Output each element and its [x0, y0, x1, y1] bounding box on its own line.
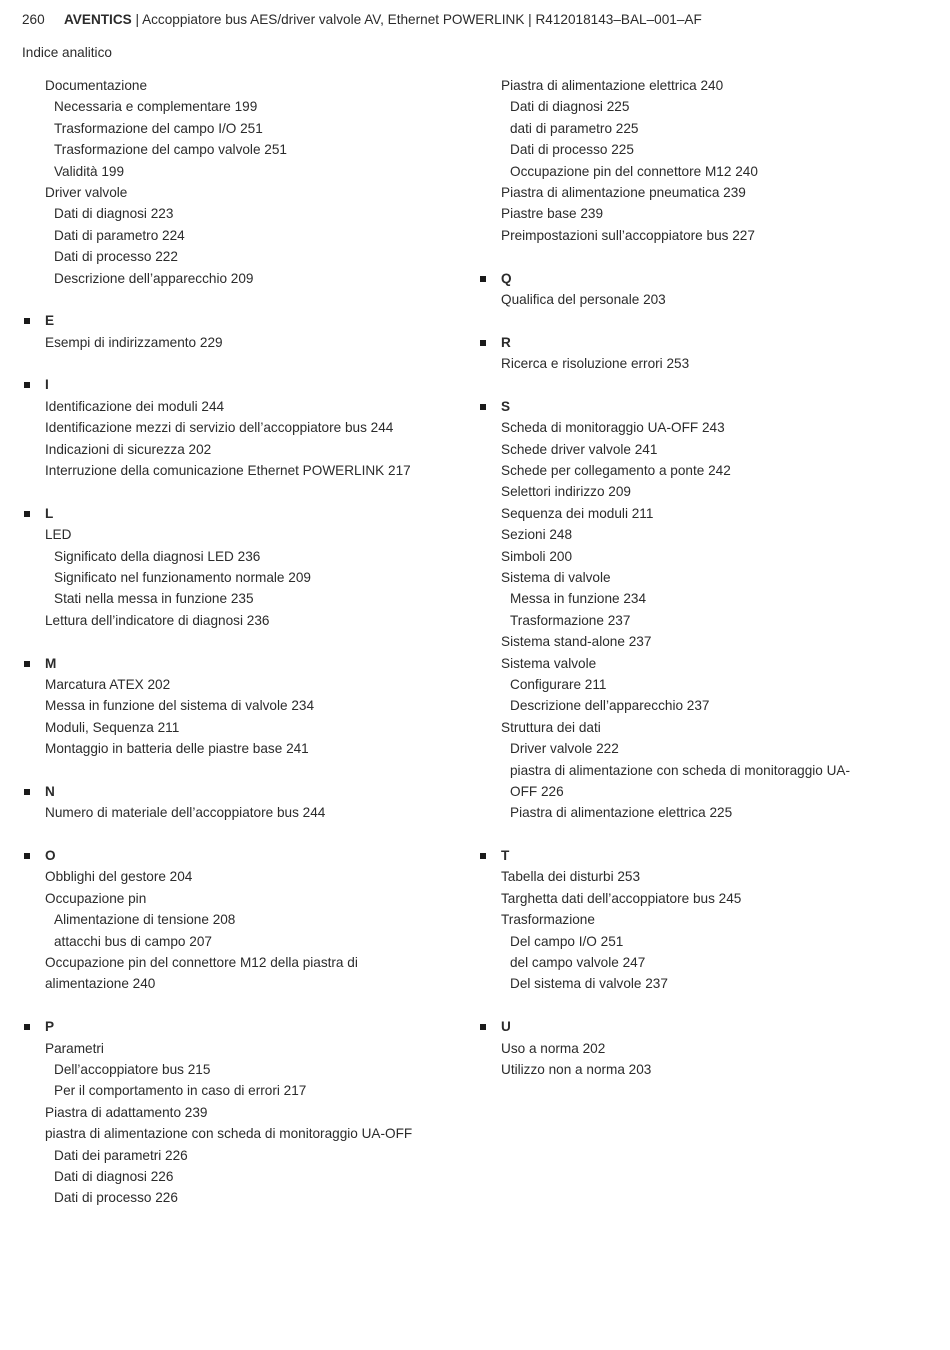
index-letter-heading — [22, 310, 462, 331]
index-entry: Tabella dei disturbi 253 — [501, 869, 641, 885]
index-subentry: del campo valvole 247 — [510, 955, 646, 971]
index-subentry: piastra di alimentazione con scheda di monitoraggio UA- — [510, 762, 851, 778]
index-subentry: Piastra di alimentazione elettrica 225 — [510, 805, 733, 821]
index-letter-heading — [478, 396, 918, 417]
index-subentry: Trasformazione 237 — [510, 612, 631, 628]
index-entry: Piastre base 239 — [501, 206, 604, 222]
index-entry: Occupazione pin del connettore M12 della piastra di — [45, 955, 358, 971]
index-entry: Piastra di alimentazione elettrica 240 — [501, 78, 724, 93]
index-letter-heading — [22, 1016, 462, 1037]
index-column-right — [478, 75, 918, 1080]
square-bullet-icon — [24, 511, 30, 517]
index-spacer — [478, 374, 918, 395]
index-letter: M — [45, 655, 57, 671]
index-entry: Obblighi del gestore 204 — [45, 869, 193, 885]
index-entry: Occupazione pin — [45, 890, 147, 906]
index-letter-heading — [478, 332, 918, 353]
index-letter: O — [45, 848, 56, 864]
index-spacer — [22, 289, 462, 310]
index-entry: Interruzione della comunicazione Ethernet POWERLINK 217 — [45, 463, 411, 479]
index-entry: Sequenza dei moduli 211 — [501, 505, 654, 521]
index-letter-heading — [478, 1016, 918, 1037]
square-bullet-icon — [480, 853, 486, 859]
index-spacer — [478, 246, 918, 267]
index-entry: Piastra di alimentazione pneumatica 239 — [501, 184, 746, 200]
index-subentry: dati di parametro 225 — [510, 120, 639, 136]
index-subentry: Dati di diagnosi 225 — [510, 99, 630, 115]
index-entry: Driver valvole — [45, 184, 128, 200]
index-spacer — [22, 353, 462, 374]
index-entry: Moduli, Sequenza 211 — [45, 719, 180, 735]
index-letter: R — [501, 334, 511, 350]
index-subentry: Dati di processo 226 — [54, 1190, 178, 1206]
page-header — [22, 12, 702, 27]
index-entry: Sistema stand-alone 237 — [501, 634, 652, 650]
index-subentry: Necessaria e complementare 199 — [54, 99, 258, 115]
square-bullet-icon — [24, 382, 30, 388]
index-letter: L — [45, 505, 54, 521]
index-entry: Sezioni 248 — [501, 527, 573, 543]
index-entry: LED — [45, 527, 72, 543]
index-letter: N — [45, 783, 55, 799]
index-entry: Qualifica del personale 203 — [501, 291, 666, 307]
index-subentry: Dati di diagnosi 226 — [54, 1168, 174, 1184]
square-bullet-icon — [24, 853, 30, 859]
index-subentry: Del sistema di valvole 237 — [510, 976, 668, 992]
index-letter: S — [501, 398, 511, 414]
index-letter: T — [501, 848, 510, 864]
index-letter: U — [501, 1019, 511, 1035]
index-spacer — [22, 995, 462, 1016]
index-entry: Targhetta dati dell’accoppiatore bus 245 — [501, 890, 742, 906]
index-entry: Schede per collegamento a ponte 242 — [501, 463, 731, 479]
index-letter: P — [45, 1019, 55, 1035]
index-subentry: Descrizione dell’apparecchio 209 — [54, 270, 254, 286]
index-letter-heading — [22, 653, 462, 674]
section-label: Indice analitico — [22, 45, 112, 60]
index-entry: Lettura dell’indicatore di diagnosi 236 — [45, 612, 270, 628]
index-letter-heading — [22, 374, 462, 395]
index-letter-heading — [478, 845, 918, 866]
index-subentry: Dati dei parametri 226 — [54, 1147, 188, 1163]
index-entry: Messa in funzione del sistema di valvole 234 — [45, 698, 315, 714]
index-spacer — [22, 760, 462, 781]
index-entry: Preimpostazioni sull’accoppiatore bus 227 — [501, 227, 755, 243]
index-subentry: Dati di processo 222 — [54, 249, 178, 265]
index-entry: Struttura dei dati — [501, 719, 601, 735]
index-letter: I — [45, 377, 49, 393]
index-entry: Schede driver valvole 241 — [501, 441, 658, 457]
index-subentry: Per il comportamento in caso di errori 217 — [54, 1083, 307, 1099]
square-bullet-icon — [480, 276, 486, 282]
index-letter-heading — [478, 268, 918, 289]
index-entry: Trasformazione — [501, 912, 595, 928]
index-subentry: Trasformazione del campo I/O 251 — [54, 120, 263, 136]
index-subentry: Messa in funzione 234 — [510, 591, 647, 607]
brand-name: AVENTICS — [64, 12, 132, 27]
document-title: | Accoppiatore bus AES/driver valvole AV, Ethernet POWERLINK | R412018143–BAL–001–AF — [131, 12, 702, 27]
square-bullet-icon — [24, 789, 30, 795]
index-entry: Ricerca e risoluzione errori 253 — [501, 356, 690, 372]
index-entry: Piastra di adattamento 239 — [45, 1104, 208, 1120]
index-subentry: Dati di parametro 224 — [54, 227, 185, 243]
index-subentry: Dell’accoppiatore bus 215 — [54, 1061, 211, 1077]
square-bullet-icon — [24, 318, 30, 324]
index-letter-heading — [22, 781, 462, 802]
index-entry: Uso a norma 202 — [501, 1040, 606, 1056]
index-subentry: attacchi bus di campo 207 — [54, 933, 212, 949]
index-entry: Scheda di monitoraggio UA-OFF 243 — [501, 420, 725, 436]
index-subentry: Alimentazione di tensione 208 — [54, 912, 236, 928]
index-entry: Identificazione mezzi di servizio dell’accoppiatore bus 244 — [45, 420, 394, 436]
index-letter: Q — [501, 270, 512, 286]
index-entry: Simboli 200 — [501, 548, 573, 564]
index-entry: Esempi di indirizzamento 229 — [45, 334, 223, 350]
index-entry: Documentazione — [45, 78, 148, 93]
index-subentry: Significato della diagnosi LED 236 — [54, 548, 261, 564]
index-subentry: Configurare 211 — [510, 676, 607, 692]
index-subentry: Occupazione pin del connettore M12 240 — [510, 163, 758, 179]
index-subentry: Stati nella messa in funzione 235 — [54, 591, 254, 607]
square-bullet-icon — [480, 1024, 486, 1030]
index-entry: piastra di alimentazione con scheda di monitoraggio UA-OFF — [45, 1126, 413, 1142]
index-spacer — [478, 995, 918, 1016]
index-subentry: Del campo I/O 251 — [510, 933, 624, 949]
index-spacer — [22, 481, 462, 502]
index-subentry: Significato nel funzionamento normale 209 — [54, 569, 311, 585]
index-subentry: Validità 199 — [54, 163, 125, 179]
index-entry: Sistema valvole — [501, 655, 597, 671]
square-bullet-icon — [480, 340, 486, 346]
index-entry: Montaggio in batteria delle piastre base 241 — [45, 741, 309, 757]
index-subentry: Dati di processo 225 — [510, 142, 634, 158]
index-entry: Marcatura ATEX 202 — [45, 676, 171, 692]
index-entry: Selettori indirizzo 209 — [501, 484, 631, 500]
index-subentry: OFF 226 — [510, 783, 564, 799]
index-spacer — [22, 631, 462, 652]
index-entry: Identificazione dei moduli 244 — [45, 398, 225, 414]
index-letter-heading — [22, 503, 462, 524]
square-bullet-icon — [480, 404, 486, 410]
index-subentry: Descrizione dell’apparecchio 237 — [510, 698, 710, 714]
index-letter-heading — [22, 845, 462, 866]
index-letter: E — [45, 313, 55, 329]
index-spacer — [478, 824, 918, 845]
index-spacer — [22, 824, 462, 845]
index-subentry: Driver valvole 222 — [510, 741, 619, 757]
index-entry: Utilizzo non a norma 203 — [501, 1061, 652, 1077]
page-number: 260 — [22, 12, 45, 27]
index-entry: Parametri — [45, 1040, 104, 1056]
index-subentry: Dati di diagnosi 223 — [54, 206, 174, 222]
index-entry: Numero di materiale dell’accoppiatore bus 244 — [45, 805, 326, 821]
index-subentry: Trasformazione del campo valvole 251 — [54, 142, 287, 158]
square-bullet-icon — [24, 661, 30, 667]
index-column-left — [22, 75, 462, 1209]
index-entry: alimentazione 240 — [45, 976, 156, 992]
square-bullet-icon — [24, 1024, 30, 1030]
index-spacer — [478, 310, 918, 331]
index-entry: Indicazioni di sicurezza 202 — [45, 441, 212, 457]
index-entry: Sistema di valvole — [501, 569, 611, 585]
